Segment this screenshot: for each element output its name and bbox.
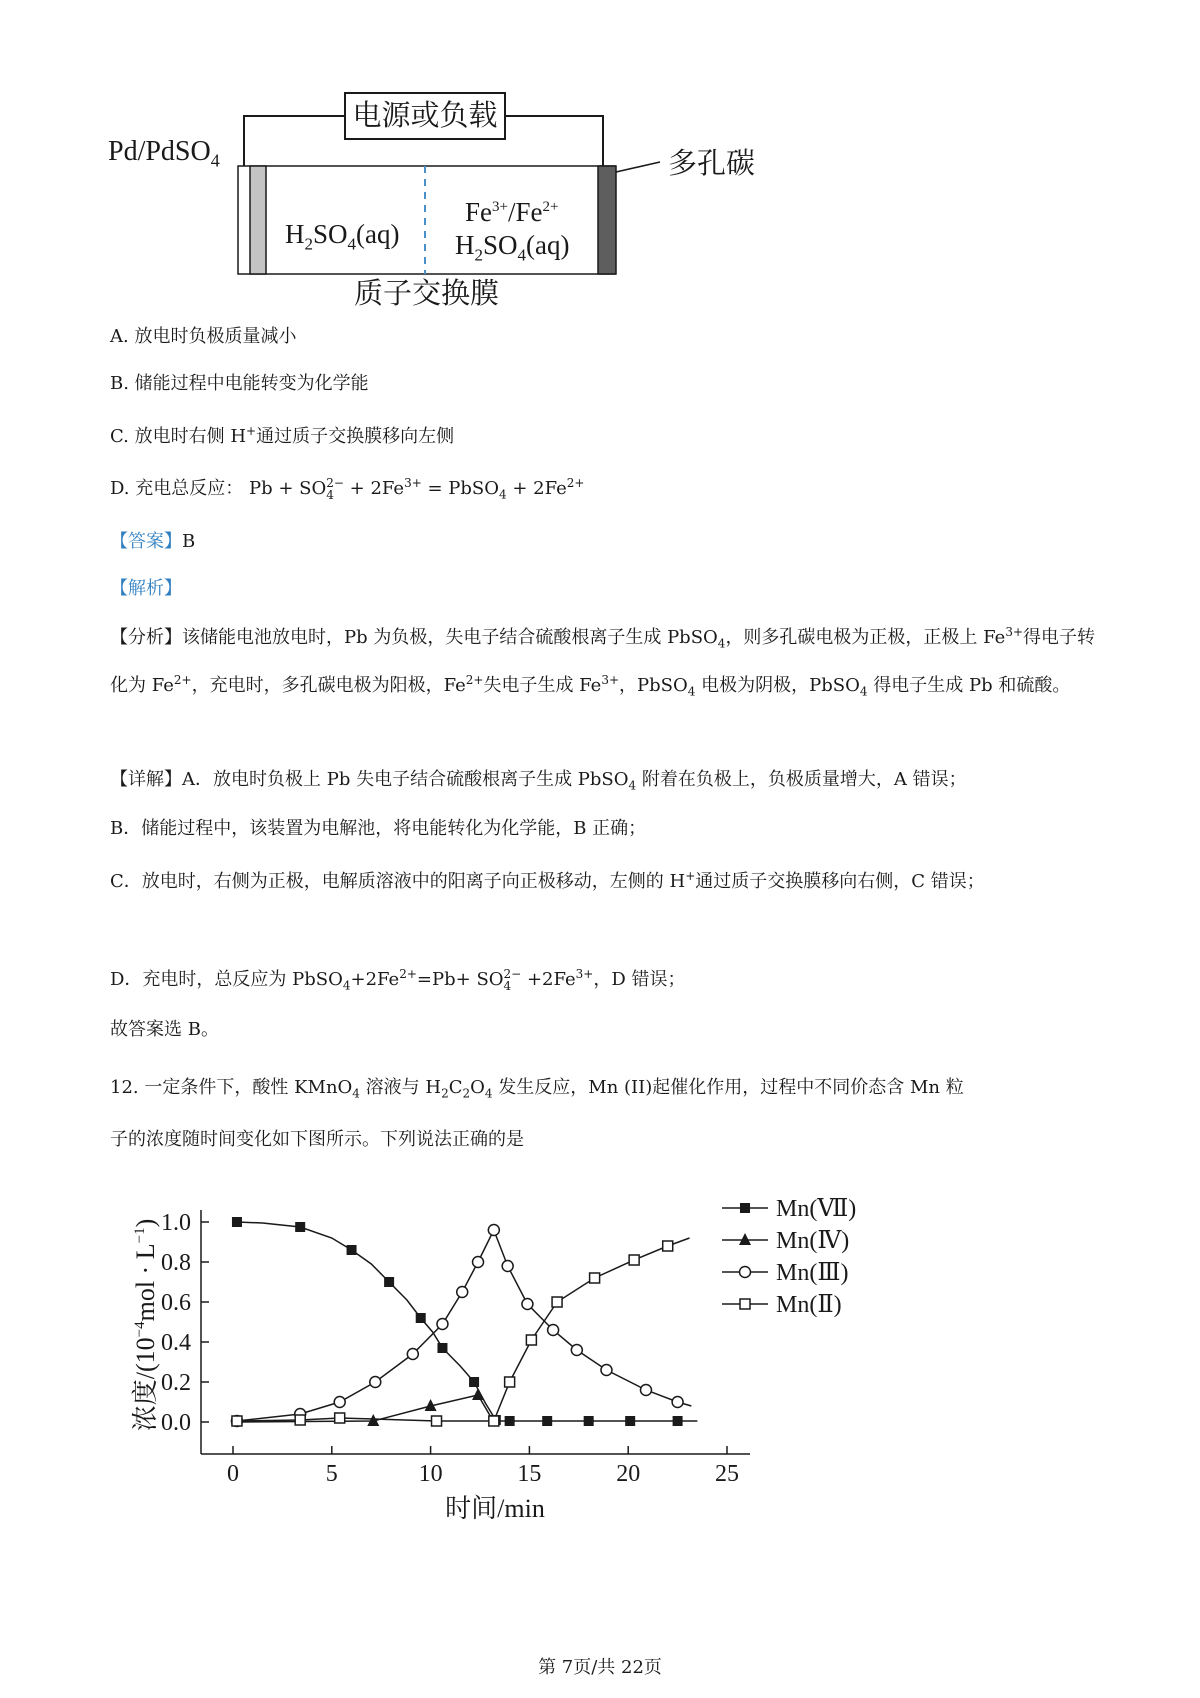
external-wire: [244, 116, 345, 166]
data-point-mn7: [625, 1416, 635, 1426]
data-point-mn2: [590, 1273, 600, 1283]
data-point-mn3: [601, 1365, 612, 1376]
y-tick-label: 0.6: [161, 1290, 191, 1316]
y-axis-label: 浓度$/(10^{-4}mol \cdot L^{-1})$: [131, 1218, 160, 1432]
data-point-mn3: [571, 1345, 582, 1356]
xiangjie-d: D．充电时，总反应为 $PbSO_4+2Fe^{2+}=Pb+$ SO 2− 4 $+2Fe^{3+}$，D 错误；: [110, 967, 686, 993]
data-point-mn3: [488, 1225, 499, 1236]
series-line-mn7: [237, 1222, 496, 1420]
data-point-mn4: [472, 1388, 484, 1400]
data-point-mn2: [295, 1415, 305, 1425]
xiangjie-a: 【详解】A．放电时负极上 Pb 失电子结合硫酸根离子生成 PbSO$_4$ 附着在负极上，负极质量增大，A 错误；: [110, 769, 967, 793]
left-electrode-label: Pd/PdSO$_4$: [108, 136, 220, 171]
legend-label-mn2: Mn(Ⅱ): [776, 1292, 842, 1318]
data-point-mn2: [432, 1416, 442, 1426]
answer-tag: 【答案】: [110, 531, 182, 552]
right-electrode-porous-carbon: [598, 166, 616, 274]
data-point-mn7: [542, 1416, 552, 1426]
series-line-mn2: [237, 1238, 690, 1421]
option-d: D. 充电总反应： Pb + SO 2− 4 + $2Fe^{3+}$ = PbSO$_4$ + $2Fe^{2+}$: [110, 476, 585, 502]
left-electrode-pd-pdso4: [250, 166, 266, 274]
q12-stem-line2: 子的浓度随时间变化如下图所示。下列说法正确的是: [110, 1129, 524, 1150]
data-point-mn3: [473, 1257, 484, 1268]
data-point-mn3: [437, 1319, 448, 1330]
right-solution-ions-label: $Fe^{3+}/Fe^{2+}$: [465, 197, 559, 227]
page-footer: 第 7页/共 22页: [538, 1657, 662, 1678]
data-point-mn3: [672, 1397, 683, 1408]
x-tick-label: 20: [616, 1461, 641, 1487]
right-electrode-label: 多孔碳: [668, 148, 756, 180]
xiangjie-c: C．放电时，右侧为正极，电解质溶液中的阳离子向正极移动，左侧的 H+通过质子交换膜移向右侧，C 错误；: [110, 869, 985, 892]
pointer-line: [616, 162, 660, 172]
data-point-mn7: [232, 1217, 242, 1227]
x-tick-label: 25: [715, 1461, 739, 1487]
legend-label-mn4: Mn(Ⅳ): [776, 1228, 850, 1254]
x-axis-label: 时间/min: [445, 1494, 545, 1523]
data-point-mn2: [663, 1241, 673, 1251]
x-tick-label: 10: [418, 1461, 443, 1487]
data-point-mn7: [469, 1377, 479, 1387]
data-point-mn7: [673, 1416, 683, 1426]
data-point-mn3: [370, 1377, 381, 1388]
option-c: C. 放电时右侧 H+通过质子交换膜移向左侧: [110, 424, 455, 447]
data-point-mn2: [489, 1416, 499, 1426]
data-point-mn2: [526, 1335, 536, 1345]
data-point-mn3: [407, 1349, 418, 1360]
power-or-load-label: 电源或负载: [352, 100, 498, 132]
legend-label-mn3: Mn(Ⅲ): [776, 1260, 849, 1286]
data-point-mn3: [548, 1325, 559, 1336]
data-point-mn3: [334, 1397, 345, 1408]
data-point-mn7: [416, 1313, 426, 1323]
data-point-mn2: [552, 1297, 562, 1307]
legend-marker-mn3: [740, 1267, 751, 1278]
series-line-mn4: [237, 1395, 494, 1422]
conclusion: 故答案选 B。: [110, 1019, 219, 1040]
concentration-time-chart: [0, 1170, 1200, 1530]
analysis-tag: 【解析】: [110, 578, 182, 599]
left-solution-label: $H_2SO_4(aq)$: [285, 219, 400, 254]
data-point-mn2: [232, 1416, 242, 1426]
legend-marker-mn4: [739, 1233, 751, 1245]
xiangjie-b: B．储能过程中，该装置为电解池，将电能转化为化学能，B 正确；: [110, 818, 647, 839]
x-tick-label: 15: [517, 1461, 542, 1487]
data-point-mn7: [295, 1222, 305, 1232]
series-line-mn3: [237, 1230, 691, 1421]
data-point-mn3: [640, 1385, 651, 1396]
x-tick-label: 5: [325, 1461, 338, 1487]
x-tick-label: 0: [227, 1461, 239, 1487]
fenxi-paragraph: 【分析】该储能电池放电时，Pb 为负极，失电子结合硫酸根离子生成 PbSO$_4$，则多孔碳电极为正极，正极上 $Fe^{3+}$得电子转化为 $Fe^{2+}$，充电时，多孔碳电极为阳极，$Fe^{2+}$失电子生成 $Fe^{3+}$，PbSO$_4$ 电极为阴极，PbSO$_4$ 得电子生成 Pb 和硫酸。: [110, 625, 1096, 699]
y-tick-label: 0.0: [161, 1410, 191, 1436]
y-tick-label: 1.0: [161, 1210, 191, 1236]
data-point-mn7: [437, 1343, 447, 1353]
legend-label-mn7: Mn(Ⅶ): [776, 1196, 857, 1222]
y-tick-label: 0.4: [161, 1330, 191, 1356]
data-point-mn2: [335, 1413, 345, 1423]
data-point-mn7: [347, 1245, 357, 1255]
answer-line: 【答案】B: [110, 531, 196, 552]
data-point-mn3: [522, 1299, 533, 1310]
q12-stem: 12. 一定条件下，酸性 KMnO$_4$ 溶液与 $H_2C_2O_4$ 发生反应，Mn (II)起催化作用，过程中不同价态含 Mn 粒: [110, 1077, 964, 1101]
legend-marker-mn2: [740, 1299, 750, 1309]
option-a: A. 放电时负极质量减小: [110, 326, 297, 347]
membrane-label: 质子交换膜: [354, 278, 500, 310]
y-tick-label: 0.8: [161, 1250, 191, 1276]
data-point-mn2: [505, 1377, 515, 1387]
right-solution-acid-label: $H_2SO_4(aq)$: [455, 230, 570, 265]
data-point-mn3: [502, 1261, 513, 1272]
legend-marker-mn7: [740, 1203, 750, 1213]
option-b: B. 储能过程中电能转变为化学能: [110, 373, 369, 394]
data-point-mn7: [384, 1277, 394, 1287]
data-point-mn7: [505, 1416, 515, 1426]
data-point-mn3: [457, 1287, 468, 1298]
data-point-mn7: [584, 1416, 594, 1426]
y-tick-label: 0.2: [161, 1370, 191, 1396]
data-point-mn2: [629, 1255, 639, 1265]
